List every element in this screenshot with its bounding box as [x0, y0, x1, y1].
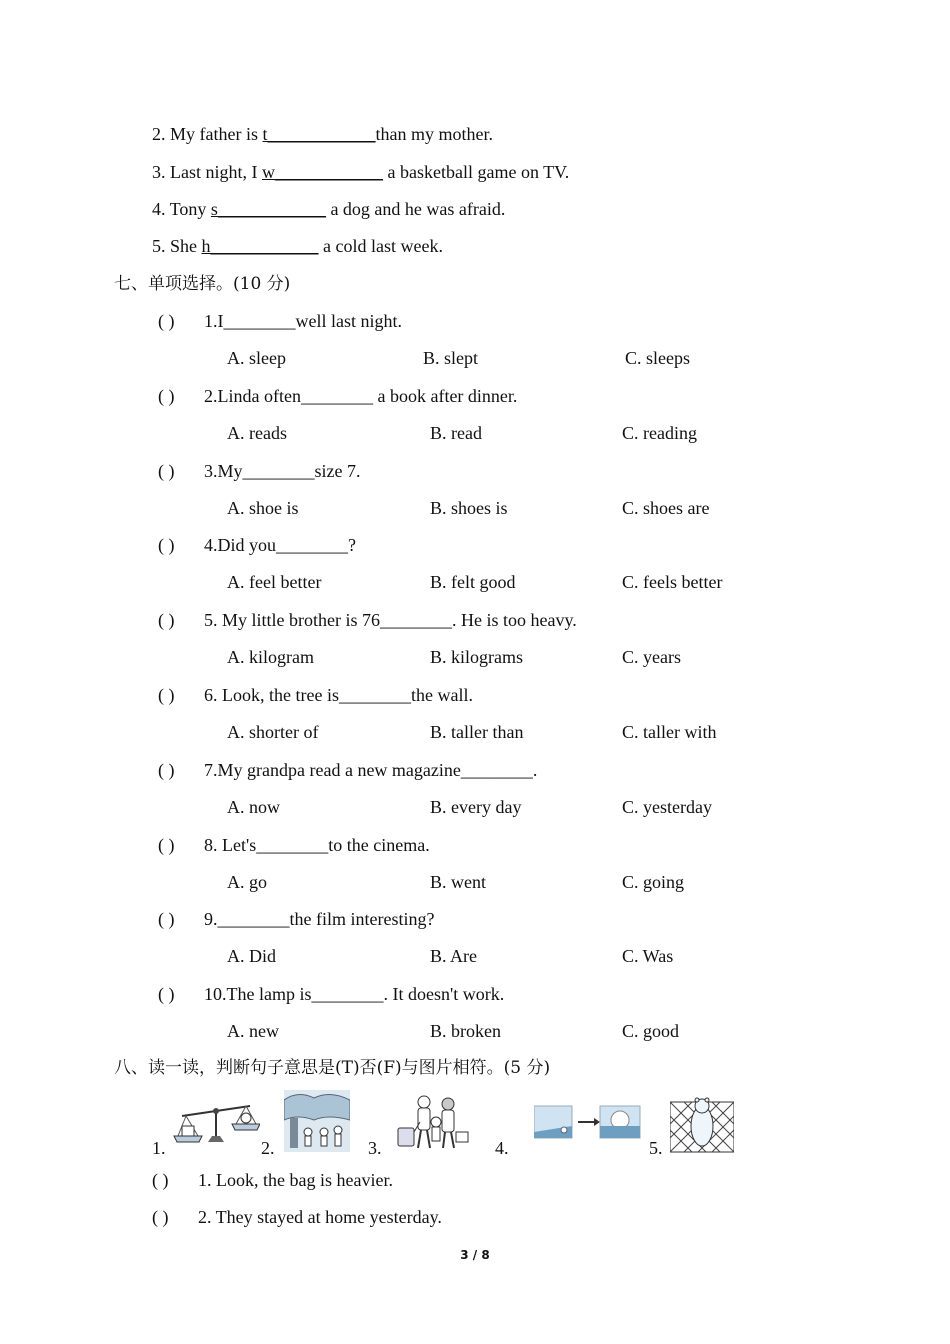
- tf-statement-1: 1. Look, the bag is heavier.: [198, 1170, 393, 1190]
- question-5: 5. My little brother is 76________. He is too heavy.: [204, 610, 577, 630]
- question-4-option-a[interactable]: A. feel better: [227, 572, 322, 592]
- answer-paren-9[interactable]: ( ): [158, 909, 175, 929]
- question-6-option-b[interactable]: B. taller than: [430, 722, 524, 742]
- section-8-heading: 八、读一读，判断句子意思是(T)否(F)与图片相符。(5 分): [114, 1058, 551, 1078]
- fill-in-blank-4[interactable]: s____________: [210, 199, 326, 219]
- fill-in-blank-5[interactable]: h____________: [201, 236, 319, 256]
- question-2-option-c[interactable]: C. reading: [622, 423, 697, 443]
- section-7-heading: 七、单项选择。(10 分): [114, 274, 291, 294]
- fill-in-line-5: 5. She h____________ a cold last week.: [152, 236, 443, 256]
- question-7-option-a[interactable]: A. now: [227, 797, 280, 817]
- question-7-option-b[interactable]: B. every day: [430, 797, 522, 817]
- question-5-option-b[interactable]: B. kilograms: [430, 647, 523, 667]
- answer-paren-6[interactable]: ( ): [158, 685, 175, 705]
- question-5-option-a[interactable]: A. kilogram: [227, 647, 314, 667]
- answer-paren-tf-2[interactable]: ( ): [152, 1207, 169, 1227]
- question-7: 7.My grandpa read a new magazine________.: [204, 760, 538, 780]
- picture-label-2: 2.: [261, 1138, 275, 1158]
- question-2-option-b[interactable]: B. read: [430, 423, 482, 443]
- picture-label-3: 3.: [368, 1138, 382, 1158]
- question-1-option-c[interactable]: C. sleeps: [625, 348, 690, 368]
- question-6-option-a[interactable]: A. shorter of: [227, 722, 319, 742]
- question-10-option-c[interactable]: C. good: [622, 1021, 680, 1041]
- family-travel-picture: [390, 1092, 470, 1152]
- question-4-option-b[interactable]: B. felt good: [430, 572, 516, 592]
- question-4: 4.Did you________?: [204, 535, 356, 555]
- question-1-option-b[interactable]: B. slept: [423, 348, 479, 368]
- fill-in-blank-2[interactable]: t____________: [262, 124, 376, 144]
- answer-paren-8[interactable]: ( ): [158, 835, 175, 855]
- answer-paren-10[interactable]: ( ): [158, 984, 175, 1004]
- question-1-option-a[interactable]: A. sleep: [227, 348, 286, 368]
- question-1: 1.I________well last night.: [204, 311, 402, 331]
- page-number: 3 / 8: [460, 1248, 490, 1262]
- question-8-option-a[interactable]: A. go: [227, 872, 267, 892]
- answer-paren-2[interactable]: ( ): [158, 386, 175, 406]
- answer-paren-4[interactable]: ( ): [158, 535, 175, 555]
- question-3: 3.My________size 7.: [204, 461, 361, 481]
- answer-paren-tf-1[interactable]: ( ): [152, 1170, 169, 1190]
- question-10: 10.The lamp is________. It doesn't work.: [204, 984, 505, 1004]
- question-3-option-a[interactable]: A. shoe is: [227, 498, 299, 518]
- picture-label-1: 1.: [152, 1138, 166, 1158]
- answer-paren-3[interactable]: ( ): [158, 461, 175, 481]
- kids-tree-picture: [284, 1090, 350, 1152]
- question-3-option-c[interactable]: C. shoes are: [622, 498, 710, 518]
- question-2-option-a[interactable]: A. reads: [227, 423, 287, 443]
- balance-scale-picture: [172, 1102, 260, 1150]
- question-6-option-c[interactable]: C. taller with: [622, 722, 717, 742]
- picture-label-4: 4.: [495, 1138, 509, 1158]
- question-2: 2.Linda often________ a book after dinner.: [204, 386, 518, 406]
- question-4-option-c[interactable]: C. feels better: [622, 572, 723, 592]
- fill-in-line-3: 3. Last night, I w____________ a basketball game on TV.: [152, 162, 570, 182]
- question-8-option-c[interactable]: C. going: [622, 872, 685, 892]
- question-3-option-b[interactable]: B. shoes is: [430, 498, 508, 518]
- question-8-option-b[interactable]: B. went: [430, 872, 486, 892]
- fill-in-line-4: 4. Tony s____________ a dog and he was afraid.: [152, 199, 506, 219]
- question-9-option-c[interactable]: C. Was: [622, 946, 674, 966]
- question-6: 6. Look, the tree is________the wall.: [204, 685, 473, 705]
- question-10-option-b[interactable]: B. broken: [430, 1021, 501, 1041]
- polar-bear-picture: [670, 1096, 734, 1154]
- answer-paren-7[interactable]: ( ): [158, 760, 175, 780]
- picture-label-5: 5.: [649, 1138, 663, 1158]
- question-9-option-b[interactable]: B. Are: [430, 946, 477, 966]
- question-5-option-c[interactable]: C. years: [622, 647, 681, 667]
- fill-in-line-2: 2. My father is t____________than my mother.: [152, 124, 493, 144]
- question-9-option-a[interactable]: A. Did: [227, 946, 276, 966]
- question-8: 8. Let's________to the cinema.: [204, 835, 430, 855]
- answer-paren-5[interactable]: ( ): [158, 610, 175, 630]
- tf-statement-2: 2. They stayed at home yesterday.: [198, 1207, 442, 1227]
- fill-in-blank-3[interactable]: w____________: [262, 162, 383, 182]
- question-9: 9.________the film interesting?: [204, 909, 435, 929]
- sunrise-picture: [534, 1104, 642, 1140]
- answer-paren-1[interactable]: ( ): [158, 311, 175, 331]
- question-10-option-a[interactable]: A. new: [227, 1021, 279, 1041]
- question-7-option-c[interactable]: C. yesterday: [622, 797, 712, 817]
